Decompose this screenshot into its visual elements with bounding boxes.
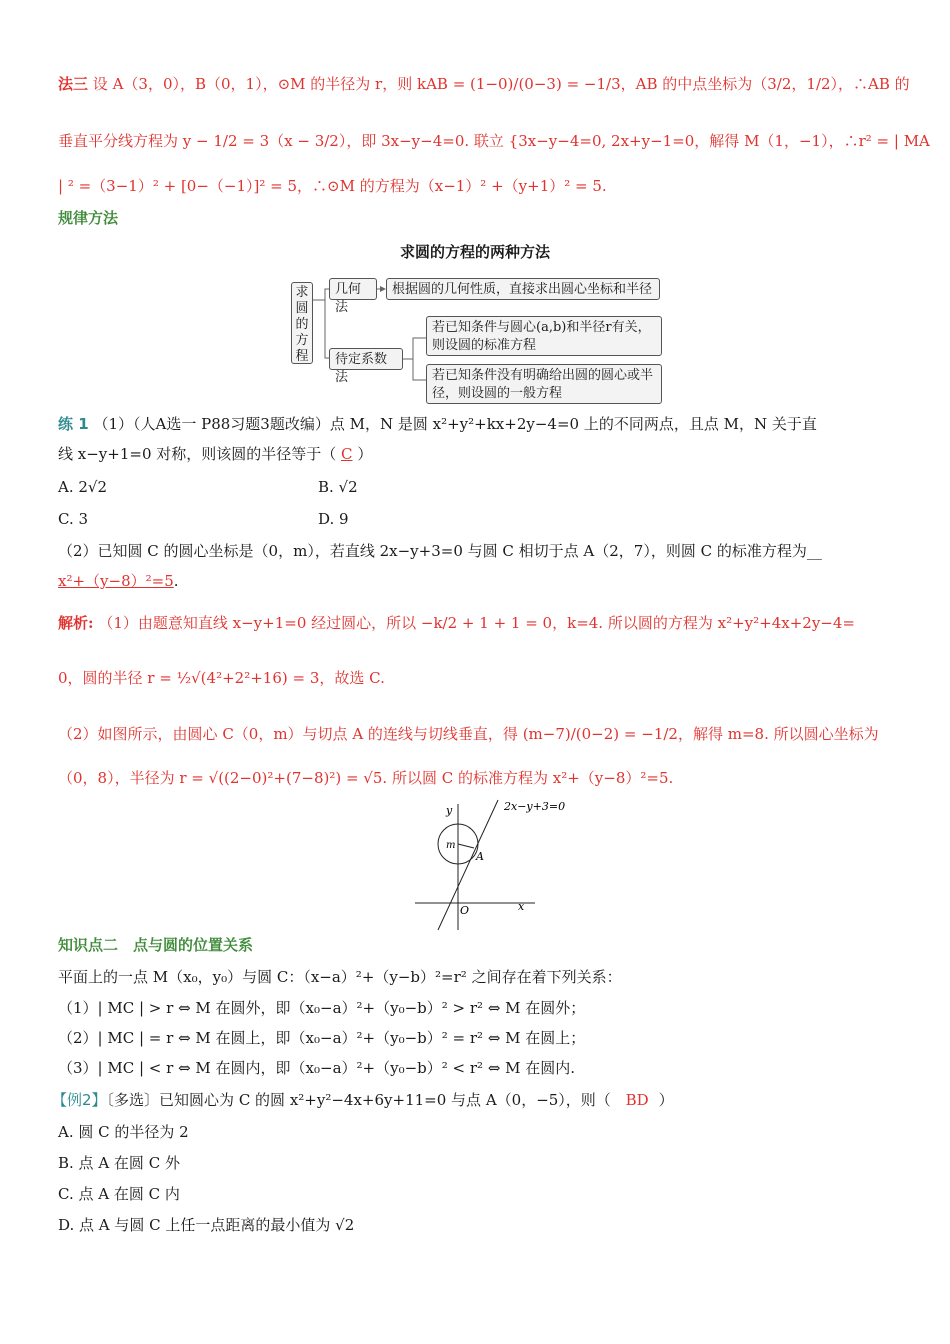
knowledge2-item-1: （1）| MC | > r ⇔ M 在圆外，即（x₀−a）²+（y₀−b）² > r² ⇔ M 在圆外； (58, 999, 586, 1017)
origin-label: O (460, 904, 470, 917)
practice1-label: 练 1 (58, 415, 89, 433)
practice1-q1-stem: 线 x−y+1=0 对称，则该圆的半径等于（ (58, 445, 337, 463)
point-a-label: A (476, 850, 484, 863)
knowledge2-intro: 平面上的一点 M（x₀，y₀）与圆 C：（x−a）²+（y−b）²=r² 之间存在着下列关系： (58, 968, 622, 986)
diagram-case2: 若已知条件没有明确给出圆的圆心或半径，则设圆的一般方程 (426, 364, 662, 404)
example2-stem-line (52, 1089, 674, 1111)
x-label: x (518, 900, 525, 913)
example2-option-b: B. 点 A 在圆 C 外 (58, 1154, 180, 1172)
diagram-root: 求圆的方程 (291, 282, 313, 364)
method3-line1 (58, 73, 910, 95)
example2-answer: BD (625, 1091, 649, 1109)
diagram-title: 求圆的方程的两种方法 (399, 243, 550, 261)
method3-text-1: 设 A（3，0），B（0，1），⊙M 的半径为 r，则 kAB = (1−0)/(0−3) = −1/3，AB 的中点坐标为（3/2，1/2），∴AB 的 (92, 75, 910, 93)
branch-lines (403, 338, 427, 380)
rule-heading: 规律方法 (58, 209, 119, 227)
method3-line2: 垂直平分线方程为 y − 1/2 = 3（x − 3/2），即 3x−y−4=0. 联立 {3x−y−4=0, 2x+y−1=0，解得 M（1，−1），∴r² = | MA (58, 132, 930, 150)
solution-label: 解析: (58, 614, 94, 632)
diagram-geometric-desc: 根据圆的几何性质，直接求出圆心坐标和半径 (386, 278, 660, 300)
example2-tag: 【例2】 (52, 1091, 107, 1109)
y-label: y (446, 804, 453, 817)
example2-option-d: D. 点 A 与圆 C 上任一点距离的最小值为 √2 (58, 1216, 355, 1234)
method3-line3: | ² =（3−1）² + [0−（−1）]² = 5，∴⊙M 的方程为（x−1）² +（y+1）² = 5. (58, 177, 607, 195)
practice1-q2-line2 (58, 570, 179, 592)
practice1-q1-close: ） (357, 445, 373, 463)
solution-line2: 0，圆的半径 r = ½√(4²+2²+16) = 3，故选 C. (58, 669, 385, 687)
practice1-q2-answer: x²+（y−8）²=5 (58, 572, 174, 590)
knowledge2-item-3: （3）| MC | < r ⇔ M 在圆内，即（x₀−a）²+（y₀−b）² < r² ⇔ M 在圆内. (58, 1059, 576, 1077)
example2-close: ） (658, 1091, 674, 1109)
practice1-q1-text: （1）（人A选一 P88习题3题改编）点 M，N 是圆 x²+y²+kx+2y−4=0 上的不同两点，且点 M，N 关于直 (93, 415, 817, 433)
solution-line1 (58, 612, 855, 634)
center-label: m (446, 840, 456, 851)
practice1-q1-answer: C (341, 445, 353, 463)
practice1-option-a: A. 2√2 (58, 478, 108, 496)
practice1-option-d: D. 9 (318, 510, 349, 528)
knowledge2-heading: 知识点二 点与圆的位置关系 (58, 936, 254, 954)
practice1-option-c: C. 3 (58, 510, 89, 528)
knowledge2-item-2: （2）| MC | = r ⇔ M 在圆上，即（x₀−a）²+（y₀−b）² = r² ⇔ M 在圆上； (58, 1029, 586, 1047)
radius-segment (458, 844, 474, 848)
tangent-figure (400, 796, 566, 934)
solution-line4: （0，8），半径为 r = √((2−0)²+(7−8)²) = √5. 所以圆 C 的标准方程为 x²+（y−8）²=5. (58, 769, 674, 787)
diagram-geometric: 几何法 (329, 278, 377, 300)
solution-line3: （2）如图所示，由圆心 C（0，m）与切点 A 的连线与切线垂直，得 (m−7)/(0−2) = −1/2，解得 m=8. 所以圆心坐标为 (58, 725, 879, 743)
connector-geometric (313, 289, 329, 300)
example2-stem: 〔多选〕已知圆心为 C 的圆 x²+y²−4x+6y+11=0 与点 A（0，−5），则（ (106, 1091, 611, 1109)
example2-option-c: C. 点 A 在圆 C 内 (58, 1185, 180, 1203)
diagram-case1: 若已知条件与圆心(a,b)和半径r有关，则设圆的标准方程 (426, 316, 662, 356)
solution-text-1: （1）由题意知直线 x−y+1=0 经过圆心，所以 −k/2 + 1 + 1 = 0，k=4. 所以圆的方程为 x²+y²+4x+2y−4= (98, 614, 855, 632)
method3-label: 法三 (58, 75, 89, 93)
practice1-option-b: B. √2 (318, 478, 358, 496)
diagram-undetermined: 待定系数法 (329, 348, 403, 370)
practice1-q2-line1: （2）已知圆 C 的圆心坐标是（0，m），若直线 2x−y+3=0 与圆 C 相切于点 A（2，7），则圆 C 的标准方程为__ (58, 542, 822, 560)
practice1-q2-end: . (173, 572, 179, 590)
line-label: 2x−y+3=0 (504, 800, 566, 813)
example2-option-a: A. 圆 C 的半径为 2 (58, 1123, 189, 1141)
practice1-q1-line2 (58, 443, 372, 465)
practice1-q1-line1 (58, 413, 817, 435)
